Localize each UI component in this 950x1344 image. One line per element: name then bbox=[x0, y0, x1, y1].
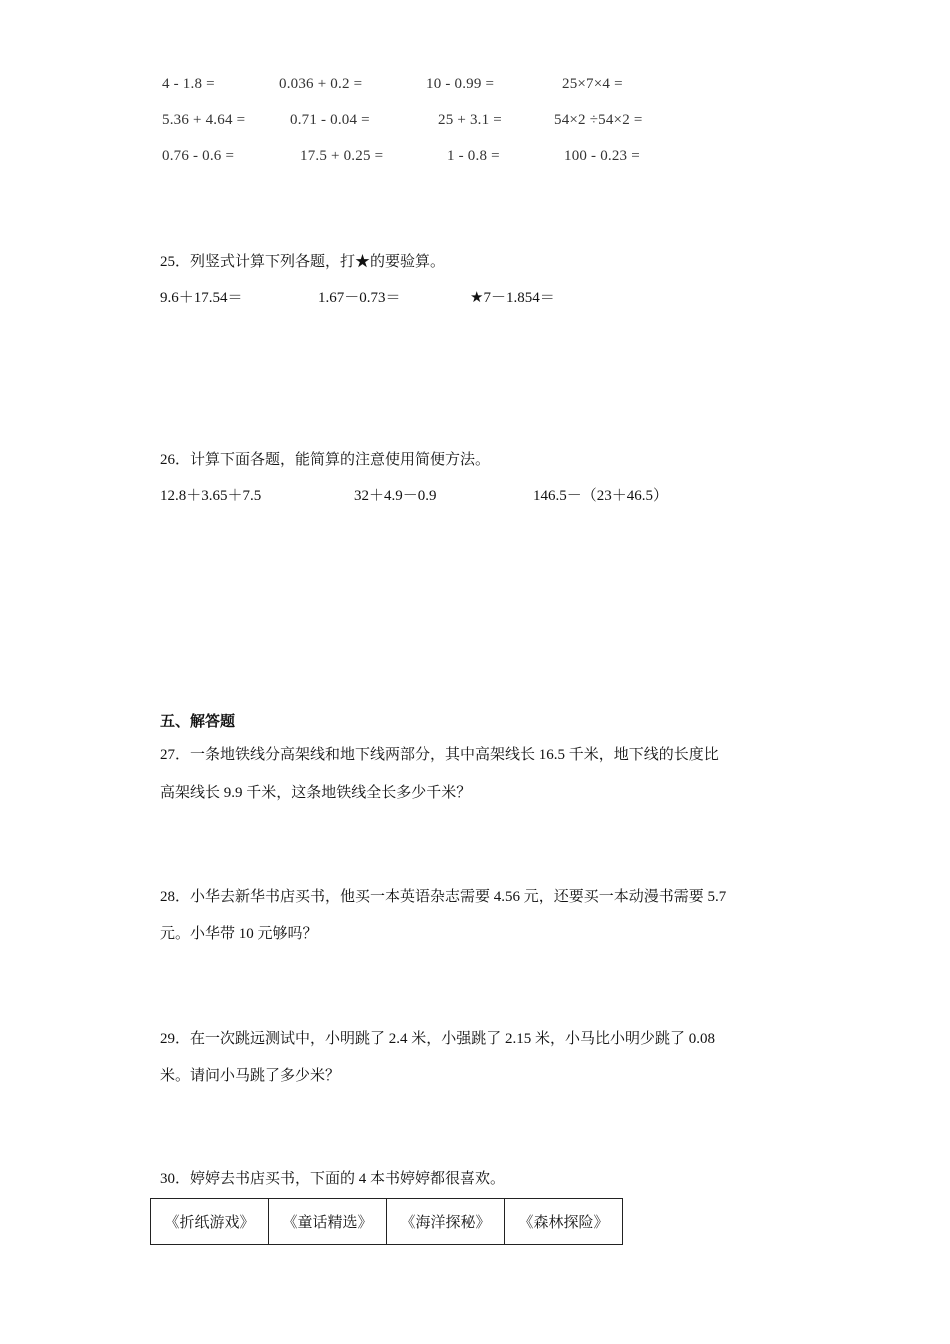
question-text-line: 元。小华带 10 元够吗？ bbox=[160, 926, 318, 942]
vertical-calc-item: ★7－1.854＝ bbox=[470, 290, 555, 306]
vertical-calc-item: 9.6＋17.54＝ bbox=[160, 290, 243, 306]
book-cell: 《森林探险》 bbox=[505, 1199, 623, 1245]
calc-item: 32＋4.9－0.9 bbox=[354, 488, 437, 504]
oral-calc-item: 25×7×4 = bbox=[562, 76, 623, 92]
oral-calc-item: 1 - 0.8 = bbox=[447, 148, 500, 164]
book-table bbox=[150, 1198, 623, 1245]
question-text-line: 28．小华去新华书店买书，他买一本英语杂志需要 4.56 元，还要买一本动漫书需要 5.7 bbox=[160, 889, 727, 905]
oral-calc-item: 0.71 - 0.04 = bbox=[290, 112, 370, 128]
oral-calc-item: 25 + 3.1 = bbox=[438, 112, 502, 128]
question-text-line: 27．一条地铁线分高架线和地下线两部分，其中高架线长 16.5 千米，地下线的长度比 bbox=[160, 747, 719, 763]
oral-calc-item: 54×2 ÷54×2 = bbox=[554, 112, 643, 128]
oral-calc-item: 0.036 + 0.2 = bbox=[279, 76, 363, 92]
question-text-line: 高架线长 9.9 千米，这条地铁线全长多少千米？ bbox=[160, 785, 472, 801]
question-title: 26．计算下面各题，能简算的注意使用简便方法。 bbox=[160, 452, 491, 468]
calc-item: 146.5－（23＋46.5） bbox=[533, 488, 669, 504]
oral-calc-item: 100 - 0.23 = bbox=[564, 148, 640, 164]
question-title: 30．婷婷去书店买书，下面的 4 本书婷婷都很喜欢。 bbox=[160, 1171, 506, 1187]
oral-calc-item: 0.76 - 0.6 = bbox=[162, 148, 235, 164]
oral-calc-item: 10 - 0.99 = bbox=[426, 76, 495, 92]
calc-item: 12.8＋3.65＋7.5 bbox=[160, 488, 262, 504]
question-text-line: 米。请问小马跳了多少米？ bbox=[160, 1068, 341, 1084]
section-heading: 五、解答题 bbox=[160, 714, 236, 730]
oral-calc-item: 17.5 + 0.25 = bbox=[300, 148, 384, 164]
book-cell: 《海洋探秘》 bbox=[387, 1199, 505, 1245]
oral-calc-item: 4 - 1.8 = bbox=[162, 76, 215, 92]
question-title: 25．列竖式计算下列各题，打★的要验算。 bbox=[160, 254, 446, 270]
question-text-line: 29．在一次跳远测试中，小明跳了 2.4 米，小强跳了 2.15 米，小马比小明少跳了 0.08 bbox=[160, 1031, 716, 1047]
book-cell: 《折纸游戏》 bbox=[151, 1199, 269, 1245]
table-row bbox=[151, 1199, 623, 1245]
vertical-calc-item: 1.67－0.73＝ bbox=[318, 290, 401, 306]
oral-calc-item: 5.36 + 4.64 = bbox=[162, 112, 246, 128]
book-cell: 《童话精选》 bbox=[269, 1199, 387, 1245]
